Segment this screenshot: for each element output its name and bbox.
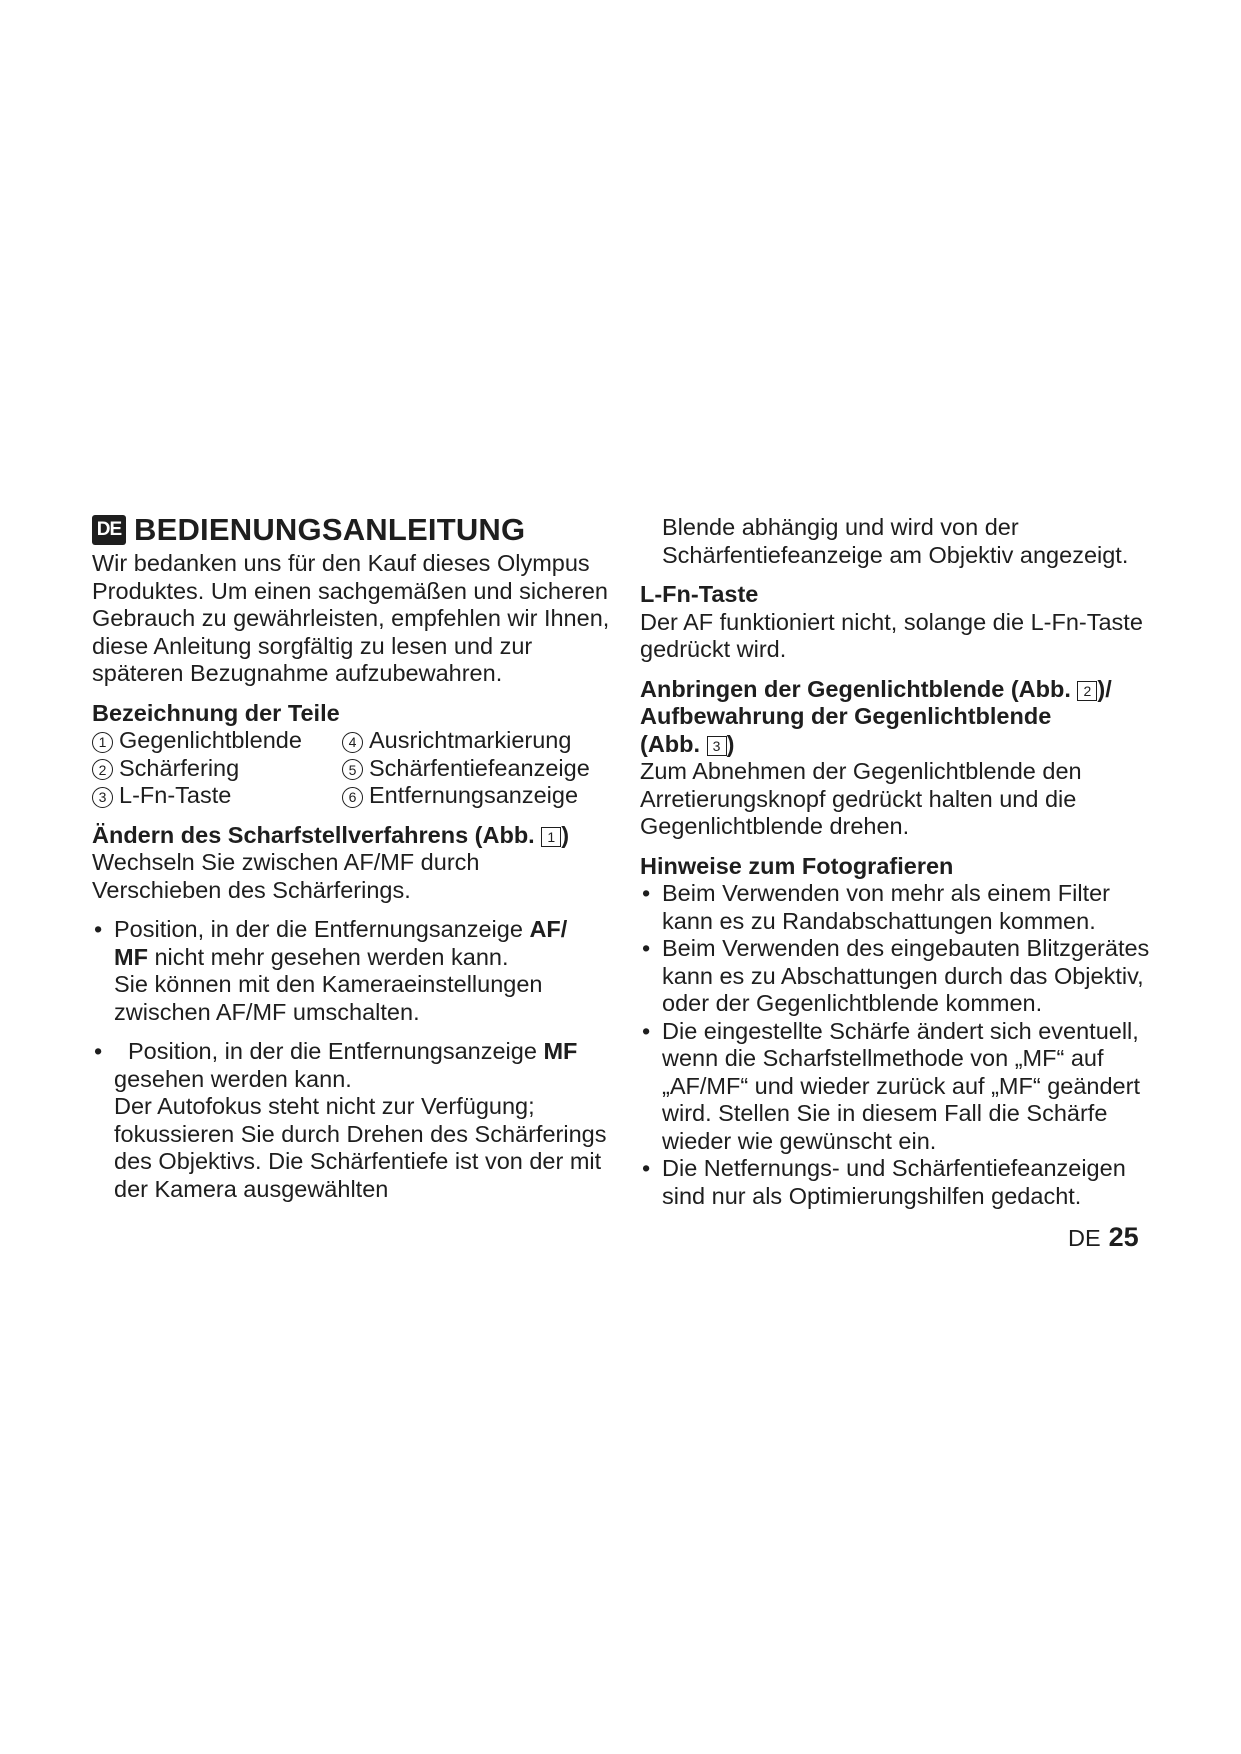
lfn-text: Der AF funktioniert nicht, solange die L-Fn-Taste gedrückt wird. <box>640 608 1143 662</box>
parts-heading: Bezeichnung der Teile <box>92 699 340 726</box>
list-item: • Position, in der die Entfernungsanzeige MF <box>94 1038 578 1064</box>
figure-3-icon: 3 <box>707 736 727 756</box>
title-text: BEDIENUNGSANLEITUNG <box>134 512 526 547</box>
circled-number-icon: 5 <box>342 759 363 780</box>
list-item: • Die eingestellte Schärfe ändert sich eventuell, wenn die Scharfstellmethode von „MF“ auf „AF/MF“ und wieder zurück auf „MF“ geändert wird. Stellen Sie in diesem Fall die Schärfe wieder wie gewünscht ein. <box>642 1017 1140 1154</box>
focus-heading: Ändern des Scharfstellverfahrens (Abb. 1 ) <box>92 821 570 848</box>
footer-language: DE <box>1068 1225 1101 1251</box>
circled-number-icon: 3 <box>92 787 113 808</box>
figure-1-icon: 1 <box>541 827 561 847</box>
list-item: • Beim Verwenden von mehr als einem Filter kann es zu Randabschattungen kommen. <box>642 880 1111 934</box>
circled-number-icon: 4 <box>342 732 363 753</box>
page-number: 25 <box>1108 1222 1139 1252</box>
hood-heading: Anbringen der Gegenlichtblende (Abb. 2 )/ Aufbewahrung der Gegenlichtblende (Abb. 3 ) <box>640 675 1112 757</box>
part-item: 6 Entfernungsanzeige <box>342 782 612 810</box>
focus-text: Wechseln Sie zwischen AF/MF durch Verschieben des Schärferings. <box>92 849 480 903</box>
part-item: 2 Schärfering <box>92 755 342 783</box>
tips-heading: Hinweise zum Fotografieren <box>640 852 954 879</box>
circled-number-icon: 6 <box>342 787 363 808</box>
intro-paragraph: Wir bedanken uns für den Kauf dieses Olympus Produktes. Um einen sachgemäßen und sicheren Gebrauch zu gewährleisten, empfehlen wir Ihnen, diese Anleitung sorgfältig zu lesen und zur späteren Bezugnahme aufzubewahren. <box>92 550 610 686</box>
figure-2-icon: 2 <box>1077 681 1097 701</box>
right-column <box>640 514 1160 1210</box>
part-item: 5 Schärfentiefeanzeige <box>342 755 612 783</box>
part-item: 1 Gegenlichtblende <box>92 727 342 755</box>
parts-list <box>92 727 612 810</box>
page-title <box>92 512 612 548</box>
part-item: 3 L-Fn-Taste <box>92 782 342 810</box>
left-column <box>92 512 612 1203</box>
tips-list <box>640 880 1160 1210</box>
circled-number-icon: 1 <box>92 732 113 753</box>
lfn-heading: L-Fn-Taste <box>640 581 759 607</box>
bullet-continuation: Blende abhängig und wird von der Schärfentiefeanzeige am Objektiv angezeigt. <box>662 514 1129 568</box>
hood-text: Zum Abnehmen der Gegenlichtblende den Arretierungsknopf gedrückt halten und die Gegenlichtblende drehen. <box>640 758 1082 839</box>
part-item: 4 Ausrichtmarkierung <box>342 727 612 755</box>
de-language-badge: DE <box>92 515 126 545</box>
page-footer <box>1068 1222 1139 1253</box>
focus-bullets <box>92 916 612 1203</box>
list-item: • Die Netfernungs- und Schärfentiefeanzeigen sind nur als Optimierungshilfen gedacht. <box>642 1155 1126 1209</box>
circled-number-icon: 2 <box>92 759 113 780</box>
list-item: • Position, in der die Entfernungsanzeige AF/ MF nicht mehr gesehen werden kann. Sie können mit den Kameraeinstellungen zwischen AF/MF umschalten. <box>94 916 568 1025</box>
list-item-continued: gesehen werden kann. Der Autofokus steht nicht zur Verfügung; fokussieren Sie durch Drehen des Schärferings des Objektivs. Die Schärfentiefe ist von der mit der Kamera ausgewählten <box>114 1065 607 1202</box>
list-item: • Beim Verwenden des eingebauten Blitzgerätes kann es zu Abschattungen durch das Objektiv, oder der Gegenlichtblende kommen. <box>642 935 1150 1016</box>
